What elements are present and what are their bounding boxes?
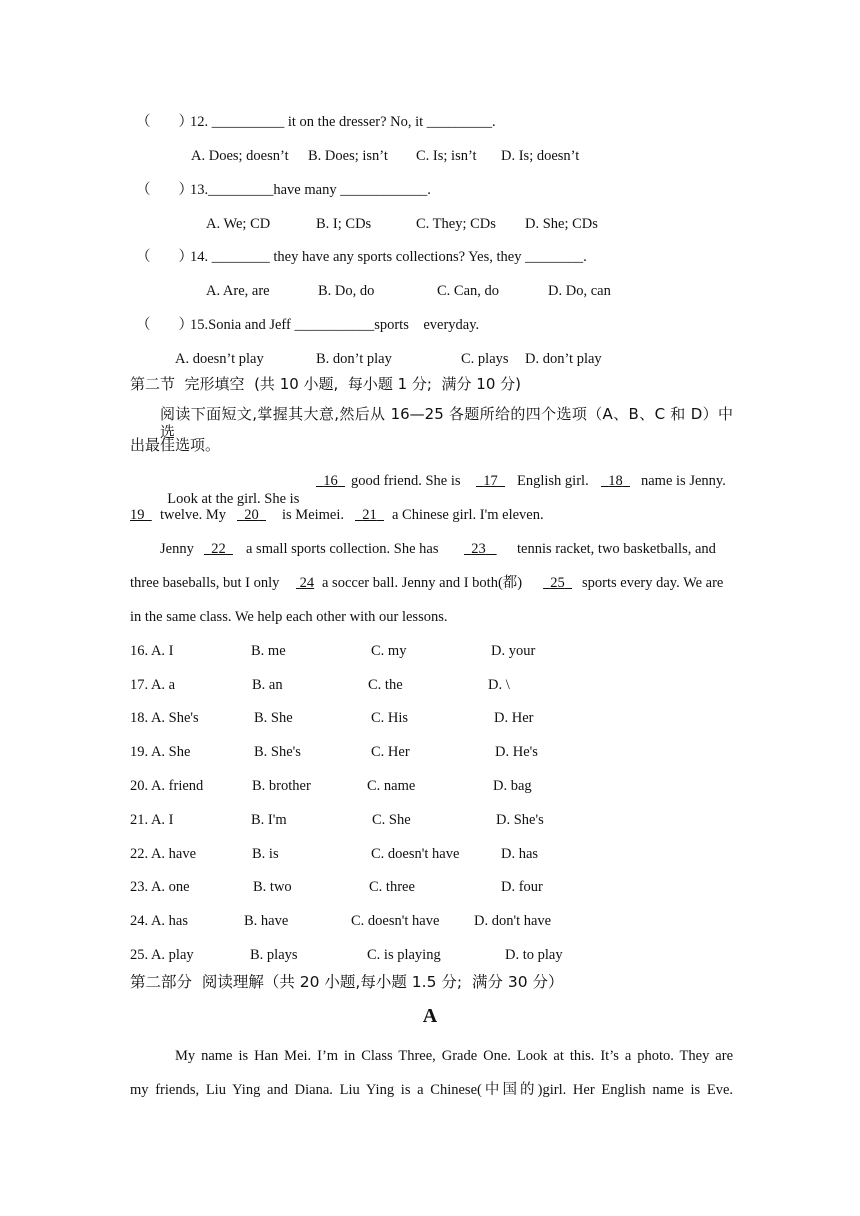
blank-25: 25 — [550, 575, 565, 591]
blank-17: 17 — [483, 473, 498, 489]
passage-line-4-c: sports every day. We are — [582, 575, 724, 591]
q17-option-a: 17. A. a — [130, 677, 176, 693]
q15-stem: 15.Sonia and Jeff ___________sports everyday. — [190, 317, 480, 333]
q14-option-a: A. Are, are — [206, 283, 270, 299]
q19-option-d: D. He's — [495, 744, 538, 760]
q22-option-b: B. is — [252, 846, 279, 862]
q24-option-c: C. doesn't have — [351, 913, 440, 929]
q16-option-d: D. your — [491, 643, 536, 659]
passage-line-5: in the same class. We help each other with our lessons. — [130, 609, 448, 625]
q18-option-c: C. His — [371, 710, 409, 726]
q25-option-d: D. to play — [505, 947, 563, 963]
q18-option-b: B. She — [254, 710, 293, 726]
passage-line-1-d: name is Jenny. — [641, 473, 726, 489]
q17-option-c: C. the — [368, 677, 403, 693]
blank-24: 24 — [299, 575, 315, 591]
q25-option-b: B. plays — [250, 947, 298, 963]
q15-option-b: B. don’t play — [316, 351, 392, 367]
q12-option-a: A. Does; doesn’t — [191, 148, 289, 164]
q18-option-a: 18. A. She's — [130, 710, 199, 726]
q13-option-c: C. They; CDs — [416, 216, 496, 232]
q17-option-b: B. an — [252, 677, 283, 693]
q18-option-d: D. Her — [494, 710, 534, 726]
passage-line-2-b: is Meimei. — [282, 507, 345, 523]
q23-option-b: B. two — [253, 879, 292, 895]
q22-option-d: D. has — [501, 846, 539, 862]
passage-line-1-b: good friend. She is — [351, 473, 461, 489]
q15-option-a: A. doesn’t play — [175, 351, 264, 367]
q22-option-c: C. doesn't have — [371, 846, 460, 862]
q14-paren: （ ） — [136, 249, 193, 265]
q17-option-d: D. \ — [488, 677, 510, 693]
q21-option-b: B. I'm — [251, 812, 287, 828]
q13-option-b: B. I; CDs — [316, 216, 372, 232]
q12-option-d: D. Is; doesn’t — [501, 148, 580, 164]
blank-22: 22 — [211, 541, 226, 557]
q19-option-b: B. She's — [254, 744, 301, 760]
passage-a-line2: my friends, Liu Ying and Diana. Liu Ying is a Chinese(中国的)girl. Her English name is Eve. — [130, 1082, 733, 1098]
passage-line-4-a: three baseballs, but I only — [130, 575, 280, 591]
q25-option-c: C. is playing — [367, 947, 441, 963]
blank-21: 21 — [362, 507, 377, 523]
section2-heading: 第二节 完形填空 (共 10 小题, 每小题 1 分; 满分 10 分) — [130, 375, 521, 393]
blank-23: 23 — [471, 541, 486, 557]
blank-19: 19 — [130, 507, 145, 523]
passage-line-3-c: tennis racket, two basketballs, and — [517, 541, 716, 557]
q16-option-a: 16. A. I — [130, 643, 174, 659]
passage-line-2-a: twelve. My — [160, 507, 227, 523]
blank-18: 18 — [608, 473, 623, 489]
q19-option-a: 19. A. She — [130, 744, 191, 760]
q20-option-c: C. name — [367, 778, 416, 794]
passage-line-2-c: a Chinese girl. I'm eleven. — [392, 507, 544, 523]
blank-20: 20 — [244, 507, 259, 523]
q20-option-d: D. bag — [493, 778, 532, 794]
q16-option-c: C. my — [371, 643, 407, 659]
passage-a-line1: My name is Han Mei. I’m in Class Three, Grade One. Look at this. It’s a photo. They are — [175, 1048, 733, 1064]
q12-option-b: B. Does; isn’t — [308, 148, 388, 164]
q14-stem: 14. ________ they have any sports collections? Yes, they ________. — [190, 249, 587, 265]
q21-option-a: 21. A. I — [130, 812, 174, 828]
q24-option-b: B. have — [244, 913, 289, 929]
section2-instruction-line2: 出最佳选项。 — [130, 436, 221, 454]
q15-paren: （ ） — [136, 317, 193, 333]
q13-option-d: D. She; CDs — [525, 216, 598, 232]
q14-option-c: C. Can, do — [437, 283, 500, 299]
q16-option-b: B. me — [251, 643, 286, 659]
q21-option-c: C. She — [372, 812, 411, 828]
q20-option-a: 20. A. friend — [130, 778, 204, 794]
passage-line-1: Look at the girl. She is — [167, 491, 300, 507]
q12-stem: 12. __________ it on the dresser? No, it _________. — [190, 114, 496, 130]
q12-option-c: C. Is; isn’t — [416, 148, 477, 164]
q14-option-b: B. Do, do — [318, 283, 375, 299]
q13-option-a: A. We; CD — [206, 216, 271, 232]
q12-paren: （ ） — [136, 114, 193, 130]
q23-option-a: 23. A. one — [130, 879, 190, 895]
passage-line-4-b: a soccer ball. Jenny and I both(都) — [322, 575, 523, 591]
passage-line-3-a: Jenny — [160, 541, 194, 557]
passage-line-1-c: English girl. — [517, 473, 589, 489]
section2-instruction-line1: 阅读下面短文,掌握其大意,然后从 16—25 各题所给的四个选项（A、B、C 和 D）中选 — [160, 405, 733, 441]
q21-option-d: D. She's — [496, 812, 544, 828]
part2-heading: 第二部分 阅读理解（共 20 小题,每小题 1.5 分; 满分 30 分） — [130, 973, 564, 991]
q22-option-a: 22. A. have — [130, 846, 197, 862]
q25-option-a: 25. A. play — [130, 947, 194, 963]
q13-paren: （ ） — [136, 182, 193, 198]
blank-16: 16 — [323, 473, 338, 489]
q20-option-b: B. brother — [252, 778, 311, 794]
q24-option-a: 24. A. has — [130, 913, 188, 929]
q23-option-c: C. three — [369, 879, 415, 895]
passage-a-title: A — [422, 1005, 438, 1027]
q19-option-c: C. Her — [371, 744, 410, 760]
q24-option-d: D. don't have — [474, 913, 552, 929]
q13-stem: 13._________have many ____________. — [190, 182, 431, 198]
q15-option-c: C. plays — [461, 351, 509, 367]
q23-option-d: D. four — [501, 879, 543, 895]
q14-option-d: D. Do, can — [548, 283, 611, 299]
passage-line-3-b: a small sports collection. She has — [246, 541, 439, 557]
q15-option-d: D. don’t play — [525, 351, 602, 367]
